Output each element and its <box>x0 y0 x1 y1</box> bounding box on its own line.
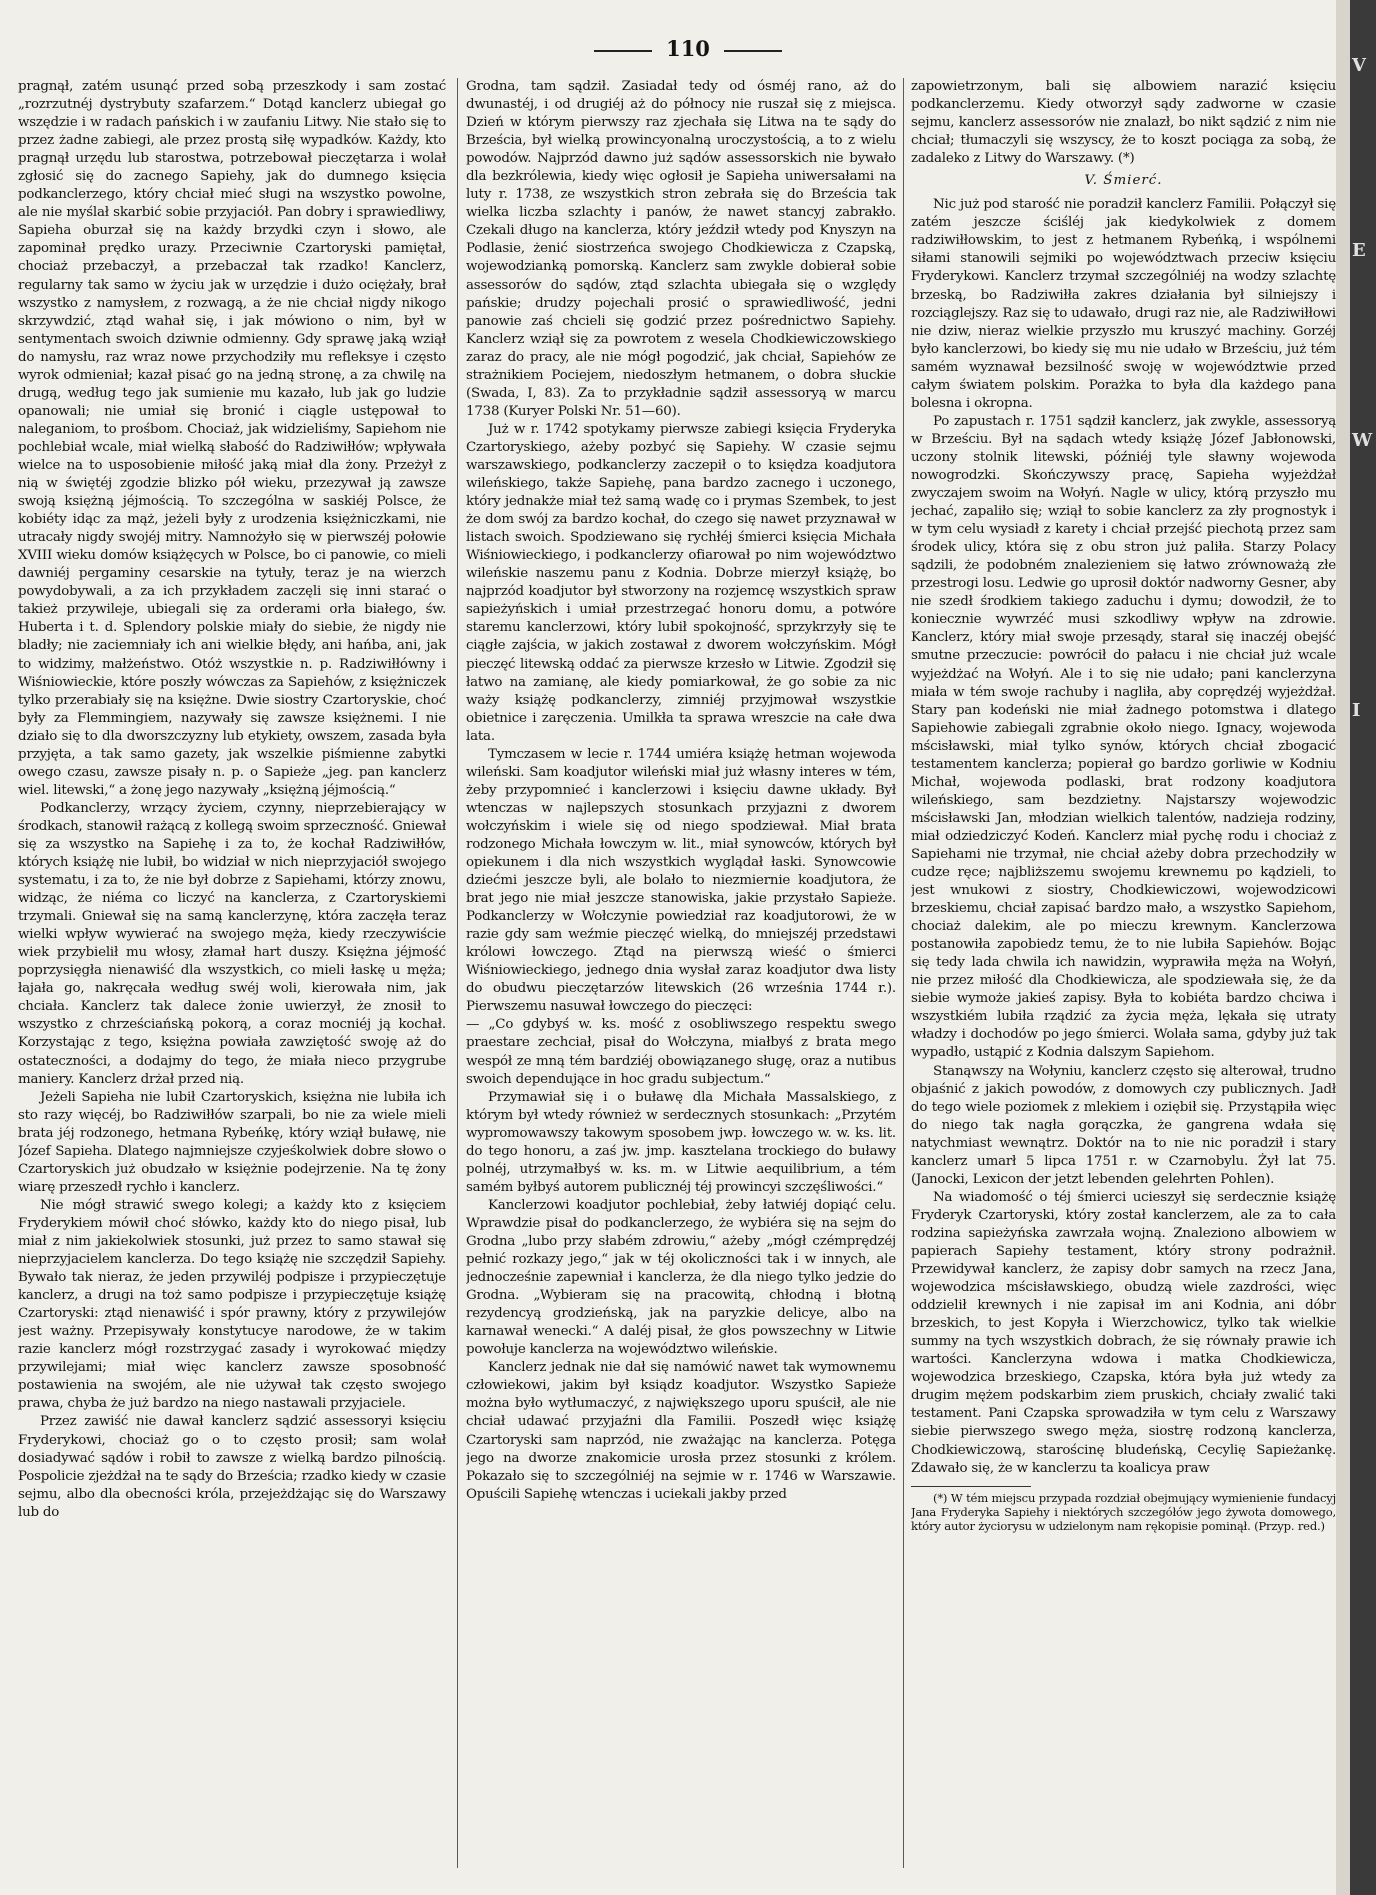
quote-paragraph: — „Co gdybyś w. ks. mość z osobliwszego respektu swego praestare zechciał, pisał do Wołczyna, miałbyś z brata mego wespół ze mną tém bardziéj obowiązanego sługę, oraz a nutibus swoich dependujące in hoc gradu subjectum.“ <box>466 1017 896 1087</box>
column-3 <box>911 78 1336 1868</box>
column-rule-1 <box>457 78 458 1868</box>
edge-glyph: V <box>1352 55 1366 76</box>
column-1 <box>18 78 446 1868</box>
section-title: V. Śmierć. <box>1084 173 1163 189</box>
paragraph: Grodna, tam sądził. Zasiadał tedy od ósméj rano, aż do dwunastéj, i od drugiéj aż do północy nie ruszał się z miejsca. Dzień w którym pierwszy raz zjechała się Litwa na te sądy do Brześcia, był wielką prowincyonalną uroczystością, a to z wielu powodów. Najprzód dawno już sądów assessorskich nie bywało dla bezkrólewia, kiedy więc ogłosił je Sapieha uniwersałami na luty r. 1738, ze wszystkich stron zebrała się do Brześcia tak wielka liczba szlachty i panów, że nawet stancyj zabrakło. Czekali długo na kanclerza, który jeździł wtedy pod Knyszyn na Podlasie, żenić siostrzeńca swojego Chodkiewicza z Czapską, wojewodzianką pomorską. Kanclerz sam zwykle dobierał sobie assessorów do sądów, ztąd szlachta ubiegała się o względy pańskie; drudzy pojechali prosić o sprawiedliwość, jedni panowie zaś chcieli się godzić przez pośrednictwo Sapiehy. Kanclerz wziął się za powrotem z wesela Chodkiewiczowskiego zaraz do pracy, ale nie mógł pogodzić, jak chciał, Sapiehów ze strażnikiem Pociejem, niedoszłym hetmanem, o dobra słuckie (Swada, I, 83). Za to przykładnie sądził assessoryą w marcu 1738 (Kuryer Polski Nr. 51—60). <box>466 79 896 419</box>
paragraph: Nic już pod starość nie poradził kanclerz Familii. Połączył się zatém jeszcze ściśléj jak kiedykolwiek z domem radziwiłłowskim, to jest z hetmanem Rybeńką, i wspólnemi siłami stanowili sejmiki po województwach przeciw księciu Fryderykowi. Kanclerz trzymał szczególniéj na wodzy szlachtę brzeską, bo Radziwiłła zakres działania był silniejszy i rozciąglejszy. Raz się to udawało, drugi raz nie, ale Radziwiłłowi nie dziw, nieraz wielkie przyszło mu kruszyć machiny. Gorzéj było kanclerzowi, bo kiedy się mu nie udało w Brześciu, już tém samém wyznawał bezsilność swoję w województwie przed całym światem polskim. Porażka to była dla każdego pana bolesna i okropna. <box>911 197 1336 411</box>
header-dash-right <box>724 50 782 52</box>
paragraph: Stanąwszy na Wołyniu, kanclerz często się alterował, trudno objaśnić z jakich powodów, z domowych czy publicznych. Jadł do tego wiele poziomek z mlekiem i oziębił się. Przystąpiła więc do niego tak nagła gorączka, że gangrena wdała się natychmiast wewnątrz. Doktór na to nie nic poradził i stary kanclerz umarł 5 lipca 1751 r. w Czarnobylu. Żył lat 75. (Janocki, Lexicon der jetzt lebenden gelehrten Pohlen). <box>911 1063 1336 1187</box>
footnote-divider <box>911 1486 1031 1487</box>
edge-glyph: E <box>1352 240 1366 261</box>
page-number: 110 <box>666 36 710 61</box>
header-dash-left <box>594 50 652 52</box>
paragraph: Po zapustach r. 1751 sądził kanclerz, jak zwykle, assessoryą w Brześciu. Był na sądach wtedy książę Józef Jabłonowski, uczony stolnik litewski, późniéj tyle sławny wojewoda nowogrodzki. Skończywszy pracę, Sapieha wyjeżdżał zwyczajem swoim na Wołyń. Nagle w ulicy, którą przyszło mu jechać, zapaliło się; wziął to sobie kanclerz za zły prognostyk i w tym celu wysiadł z karety i chciał przejść piechotą przez sam środek ulicy, która się z obu stron już paliła. Starzy Polacy sądzili, że podobném znalezieniem się łatwo zrównoważą złe przestrogi losu. Ledwie go uprosił doktór nadworny Gesner, aby nie szedł środkiem takiego zaduchu i dymu; dowodził, że to koniecznie wywrzéć musi szkodliwy wpływ na zdrowie. Kanclerz, który miał swoje przesądy, starał się inaczéj obejść smutne przeczucie: powrócił do pałacu i nie chciał już wcale wyjeżdżać na Wołyń. Ale i to się nie udało; pani kanclerzyna miała w tém swoje rachuby i nagliła, aby coprędzéj wyjeżdżał. Stary pan kodeński nie miał żadnego potomstwa i dlatego Sapiehowie zabiegali zgrabnie około niego. Ignacy, wojewoda mścisławski, miał tylko synów, których chciał zbogacić testamentem kanclerza; popierał go bardzo gorliwie w Kodniu Michał, wojewoda podlaski, brat rodzony koadjutora wileńskiego, sam bezdzietny. Najstarszy wojewodzic mścisławski Jan, młodzian wielkich talentów, nadzieja rodziny, miał odziedziczyć Kodeń. Kanclerz miał pychę rodu i chociaż z Sapiehami nie trzymał, nie chciał ażeby dobra przechodziły w cudze ręce; najbliższemu swojemu krewnemu po kądzieli, to jest wnukowi z siostry, Chodkiewiczowi, wojewodzicowi brzeskiemu, chciał zapisać bardzo mało, a wszystko Sapiehom, chociaż dalekim, ale po mieczu krewnym. Kanclerzowa postanowiła zapobiedz temu, że to nie lubiła Sapiehów. Bojąc się tedy lada chwila ich nawidzin, wyprawiła męża na Wołyń, nie przez miłość dla Chodkiewicza, ale spodziewała się, że da siebie wymoże jakieś zapisy. Była to kobiéta bardzo chciwa i wszystkiém lubiła rządzić za życia męża, lękała się utraty władzy i dochodów po jego śmierci. Wolała sama, gdyby już tak wypadło, ustąpić z Kodnia dalszym Sapiehom. <box>911 413 1336 1061</box>
footnote <box>911 1491 1336 1533</box>
paragraph: Przymawiał się i o buławę dla Michała Massalskiego, z którym był wtedy również w serdecznych stosunkach: „Przytém wypromowawszy takowym sposobem jwp. łowczego w. w. ks. lit. do tego honoru, a zaś jw. jmp. kasztelana trockiego do buławy polnéj, utrzymałbyś w. ks. m. w Litwie aequilibrium, a tém samém byłbyś autorem publicznéj téj prowincyi szczęśliwości.“ <box>466 1089 896 1195</box>
paragraph: Jeżeli Sapieha nie lubił Czartoryskich, księżna nie lubiła ich sto razy więcéj, bo Radziwiłłów szarpali, bo nie za wiele mieli brata jéj rodzonego, hetmana Rybeńkę, który wziął buławę, nie Józef Sapieha. Dlatego najmniejsze czyjeśkolwiek dobre słowo o Czartoryskich już obudzało w księżnie podejrzenie. Na tę żony wiarę przeszedł rychło i kanclerz. <box>18 1089 446 1195</box>
paragraph: Przez zawiść nie dawał kanclerz sądzić assessoryi księciu Fryderykowi, chociaż go o to często prosił; sam wolał dosiadywać sądów i robił to zawsze z wielką bardzo pilnością. Pospolicie zjeżdżał na te sądy do Brześcia; rzadko kiedy w czasie sejmu, albo dla obecności króla, przejeżdżając się do Warszawy lub do <box>18 1414 446 1520</box>
paragraph: Już w r. 1742 spotykamy pierwsze zabiegi księcia Fryderyka Czartoryskiego, ażeby pozbyć się Sapiehy. W czasie sejmu warszawskiego, podkanclerzy zaczepił o to księdza koadjutora wileńskiego, także Sapiehę, pana bardzo zacnego i uczonego, który jednakże miał też samą wadę co i prymas Szembek, to jest że dom swój za bardzo kochał, do czego się nawet przyznawał w listach swoich. Spodziewano się rychłéj śmierci księcia Michała Wiśniowieckiego, i podkanclerzy ofiarował po nim województwo wileńskie naszemu panu z Kodnia. Dobrze mierzył książę, bo najprzód koadjutor był stworzony na rozjemcę wszystkich spraw sapieżyńskich i umiał przestrzegać honoru domu, a potwóre staremu kanclerzowi, który lubił spokojność, sprzykrzyły się te ciągłe zajścia, w jakich zostawał z dworem wołczyńskim. Mógł pieczęć litewską oddać za pierwsze krzesło w Litwie. Zgodził się łatwo na zamianę, ale kiedy pomiarkował, że go sobie za nic waży książę podkanclerzy, zimniéj przyjmował wszystkie obietnice i zaręczenia. Umilkła ta sprawa wreszcie na całe dwa lata. <box>466 421 896 744</box>
paragraph: pragnął, zatém usunąć przed sobą przeszkody i sam zostać „rozrzutnéj dystrybuty szafarzem.“ Dotąd kanclerz ubiegał go wszędzie i w radach pańskich i w zaufaniu Litwy. Nie stało się to przez żadne zabiegi, ale przez prostą siłę wypadków. Każdy, kto pragnął urzędu lub starostwa, potrzebował pieczętarza i wolał zgłosić się do zacnego Sapiehy, jak do dumnego księcia podkanclerzego, który chciał mieć sługi na wszystko powolne, ale nie myślał skarbić sobie przyjaciół. Pan dobry i sprawiedliwy, Sapieha oburzał się na każdy brzydki czyn i słowo, ale zapominał prędko urazy. Przeciwnie Czartoryski pamiętał, chociaż przebaczył, a przebaczał tak rzadko! Kanclerz, regularny tak samo w życiu jak w urzędzie i dużo ociężały, brał wszystko z namysłem, z rozwagą, a że nie chciał nigdy nikogo skrzywdzić, ztąd wahał się, i jak mówiono o nim, był w sentymentach swoich dziwnie odmienny. Gdy sprawę jaką wziął do namysłu, raz wraz nowe przychodziły mu refleksye i często wyrok odmieniał; kazał pisać go na jedną stronę, a za chwilę na drugą, według tego jak sumienie mu kazało, lub jak go ludzie opanowali; nie umiał się bronić i ciągle ustępował to naleganiom, to prośbom. Chociaż, jak widzieliśmy, Sapiehom nie pochlebiał wcale, miał wielką słabość do Radziwiłłów; wpływała wielce na to usposobienie miłość jaką miał dla żony. Przeżył z nią w świętéj zgodzie blizko pół wieku, przezywał ją zawsze swoją księżną jéjmością. To szczególna w saskiéj Polsce, że kobiéty idąc za mąż, jeżeli były z urodzenia księżniczkami, nie utracały nigdy swojéj mitry. Namnożyło się w pierwszéj połowie XVIII wieku domów książęcych w Polsce, bo ci panowie, co mieli dawniéj pergaminy cesarskie na tytuły, teraz je na wierzch powydobywali, a za ich przykładem zaczęli się inni starać o takież przywileje, ubiegali się za orderami orła białego, św. Huberta i t. d. Splendory polskie miały do siebie, że nigdy nie bladły; nie zaciemniały ich ani wielkie błędy, ani hańba, ani, jak to widzimy, małżeństwo. Otóż wszystkie n. p. Radziwiłłówny i Wiśniowieckie, które poszły wówczas za Sapiehów, z księżniczek tylko przerabiały się na księżne. Dwie siostry Czartoryskie, choć były za Flemmingiem, nazywały się zawsze księżnemi. I nie działo się to dla dworszczyzny lub etykiety, owszem, zasada była przyjęta, a tak samo gazety, jak wszelkie piśmienne zabytki owego czasu, zawsze pisały n. p. o Sapieże „jeg. pan kanclerz wiel. litewski,“ a żonę jego nazywały „księżną jéjmością.“ <box>18 79 446 798</box>
paragraph: Tymczasem w lecie r. 1744 umiéra książę hetman wojewoda wileński. Sam koadjutor wileński miał już własny interes w tém, żeby przypomnieć i kanclerzowi i księciu dawne układy. Był wtenczas w najlepszych stosunkach przyjazni z dworem wołczyńskim i wiele się od niego spodziewał. Miał brata rodzonego Michała łowczym w. lit., miał synowców, których był opiekunem i dla nich wszystkich wyglądał łaski. Synowcowie dziećmi jeszcze byli, ale bolało to niezmiernie koadjutora, że brat jego nie miał jeszcze stanowiska, jakie przystało Sapieże. Podkanclerzy w Wołczynie powiedział raz koadjutorowi, że w razie gdy sam weźmie pieczęć wielką, do mniejszéj przedstawi królowi łowczego. Ztąd na pierwszą wieść o śmierci Wiśniowieckiego, jednego dnia wysłał zaraz koadjutor dwa listy do obudwu pieczętarzów litewskich (26 września 1744 r.). Pierwszemu nasuwał łowczego do pieczęci: <box>466 746 896 1015</box>
edge-glyph: I <box>1352 700 1361 721</box>
footnote-credit: (Przyp. red.) <box>1254 1518 1325 1533</box>
paragraph: zapowietrzonym, bali się albowiem narazić księciu podkanclerzemu. Kiedy otworzył sądy zadworne w czasie sejmu, kanclerz assessorów nie znalazł, bo nikt sądzić z nim nie chciał; tłumaczyli się wszyscy, że to koszt pociąga za sobą, że zadaleko z Litwy do Warszawy. (*) <box>911 79 1336 167</box>
paragraph: Kanclerzowi koadjutor pochlebiał, żeby łatwiéj dopiąć celu. Wprawdzie pisał do podkanclerzego, że wybiéra się na sejm do Grodna „lubo przy słabém zdrowiu,“ ażeby „mógł czémprędzéj pełnić rozkazy jego,“ jak w téj okoliczności tak i w innych, ale jednocześnie zapewniał i kanclerza, że dla niego tylko jedzie do Grodna. „Wybieram się na pracowitą, chłodną i błotną rezydencyą grodzieńską, jak na paryzkie delicye, albo na karnawał wenecki.“ A daléj pisał, że głos powszechny w Litwie powołuje kanclerza na województwo wileńskie. <box>466 1197 896 1358</box>
page-edge-strip <box>1336 0 1350 1895</box>
footnote-text: (*) W tém miejscu przypada rozdział obejmujący wymienienie fundacyj Jana Fryderyka Sapiehy i niektórych szczegółów jego żywota domowego, który autor życiorysu w udzielonym nam rękopisie pominął. <box>911 1490 1336 1533</box>
adjacent-page-edge <box>1336 0 1376 1895</box>
paragraph: Na wiadomość o téj śmierci ucieszył się serdecznie książę Fryderyk Czartoryski, który został kanclerzem, ale za to cała rodzina sapieżyńska zawrzała wojną. Znaleziono albowiem w papierach Sapiehy testament, który strony podrażnił. Przewidywał kanclerz, że zapisy dobr samych na rzecz Jana, wojewodzica mścisławskiego, obudzą wiele zazdrości, więc oddzielił krewnych i nie zapisał im ani Kodnia, ani dóbr brzeskich, to jest Kopyła i Wierzchowicz, tylko tak wielkie summy na tych wszystkich dobrach, że się równały prawie ich wartości. Kanclerzyna wdowa i matka Chodkiewicza, wojewodzica brzeskiego, Czapska, która była już wtedy za drugim mężem podskarbim ziem pruskich, chciały zwalić taki testament. Pani Czapska sprowadziła w tym celu z Warszawy siebie pierwszego swego męża, siostrę rodzoną kanclerza, Chodkiewiczową, starościnę bludeńską, Cecylię Sapieżankę. Zdawało się, że w kanclerzu ta koalicya praw <box>911 1189 1336 1476</box>
paragraph: Nie mógł strawić swego kolegi; a każdy kto z księciem Fryderykiem mówił choć słówko, każdy kto do niego pisał, lub miał z nim jakiekolwiek stosunki, już przez to samo stawał się nieprzyjacielem kanclerza. Do tego książę nie szczędził Sapiehy. Bywało tak nieraz, że jeden przywiléj podpisze i przypieczętuje kanclerz, a drugi na toż samo podpisze i przypieczętuje książę Czartoryski: ztąd nienawiść i spór prawny, który z przywilejów jest ważny. Przepisywały konstytucye narodowe, że w takim razie kanclerz mógł rozstrzygać zasady i wyrokować między przywilejami; miał więc kanclerz zawsze sposobność postawienia na swojém, ale nie używał tak często swojego prawa, chyba że już bardzo na niego nastawali przyjaciele. <box>18 1197 446 1412</box>
paragraph: Kanclerz jednak nie dał się namówić nawet tak wymownemu człowiekowi, jakim był ksiądz koadjutor. Wszystko Sapieże można było wytłumaczyć, z największego uporu spuścił, ale nie chciał udawać przyjaźni dla Familii. Poszedł więc książę Czartoryski sam naprzód, nie zważając na kanclerza. Potęga jego na dworze znakomicie urosła przez stosunki z królem. Pokazało się to szczególniéj na sejmie w r. 1746 w Warszawie. Opuścili Sapiehę wtenczas i uciekali jakby przed <box>466 1360 896 1502</box>
page-header <box>0 36 1376 64</box>
paragraph: Podkanclerzy, wrzący życiem, czynny, nieprzebierający w środkach, stanowił rażącą z kollegą swoim sprzeczność. Gniewał się za wszystko na Sapiehę i za to, że kochał Radziwiłłów, których książę nie lubił, bo widział w nich nieprzyjaciół swojego systematu, i za to, że nie był dobrze z Sapiehami, którzy znowu, widząc, że niéma co liczyć na kanclerza, z Czartoryskiemi trzymali. Gniewał się na samą kanclerzynę, która zaczęła teraz wielki wpływ wywierać na swojego męża, kiedy rzeczywiście wiek przybielił mu włosy, złamał hart duszy. Księżna jéjmość poprzysięgła nienawiść dla wszystkich, co mieli łaskę u męża; łajała go, nakręcała według swéj woli, kierowała nim, jak chciała. Kanclerz tak dalece żonie uwierzył, że znosił to wszystko z chrześciańską pokorą, a coraz mocniéj ją kochał. Korzystając z tego, księżna powiała zawziętość swoję aż do ostateczności, a dodajmy do tego, że miała nieco przygrube maniery. Kanclerz drżał przed nią. <box>18 800 446 1087</box>
column-2 <box>466 78 896 1868</box>
column-rule-2 <box>903 78 904 1868</box>
edge-glyph: W <box>1352 430 1373 451</box>
